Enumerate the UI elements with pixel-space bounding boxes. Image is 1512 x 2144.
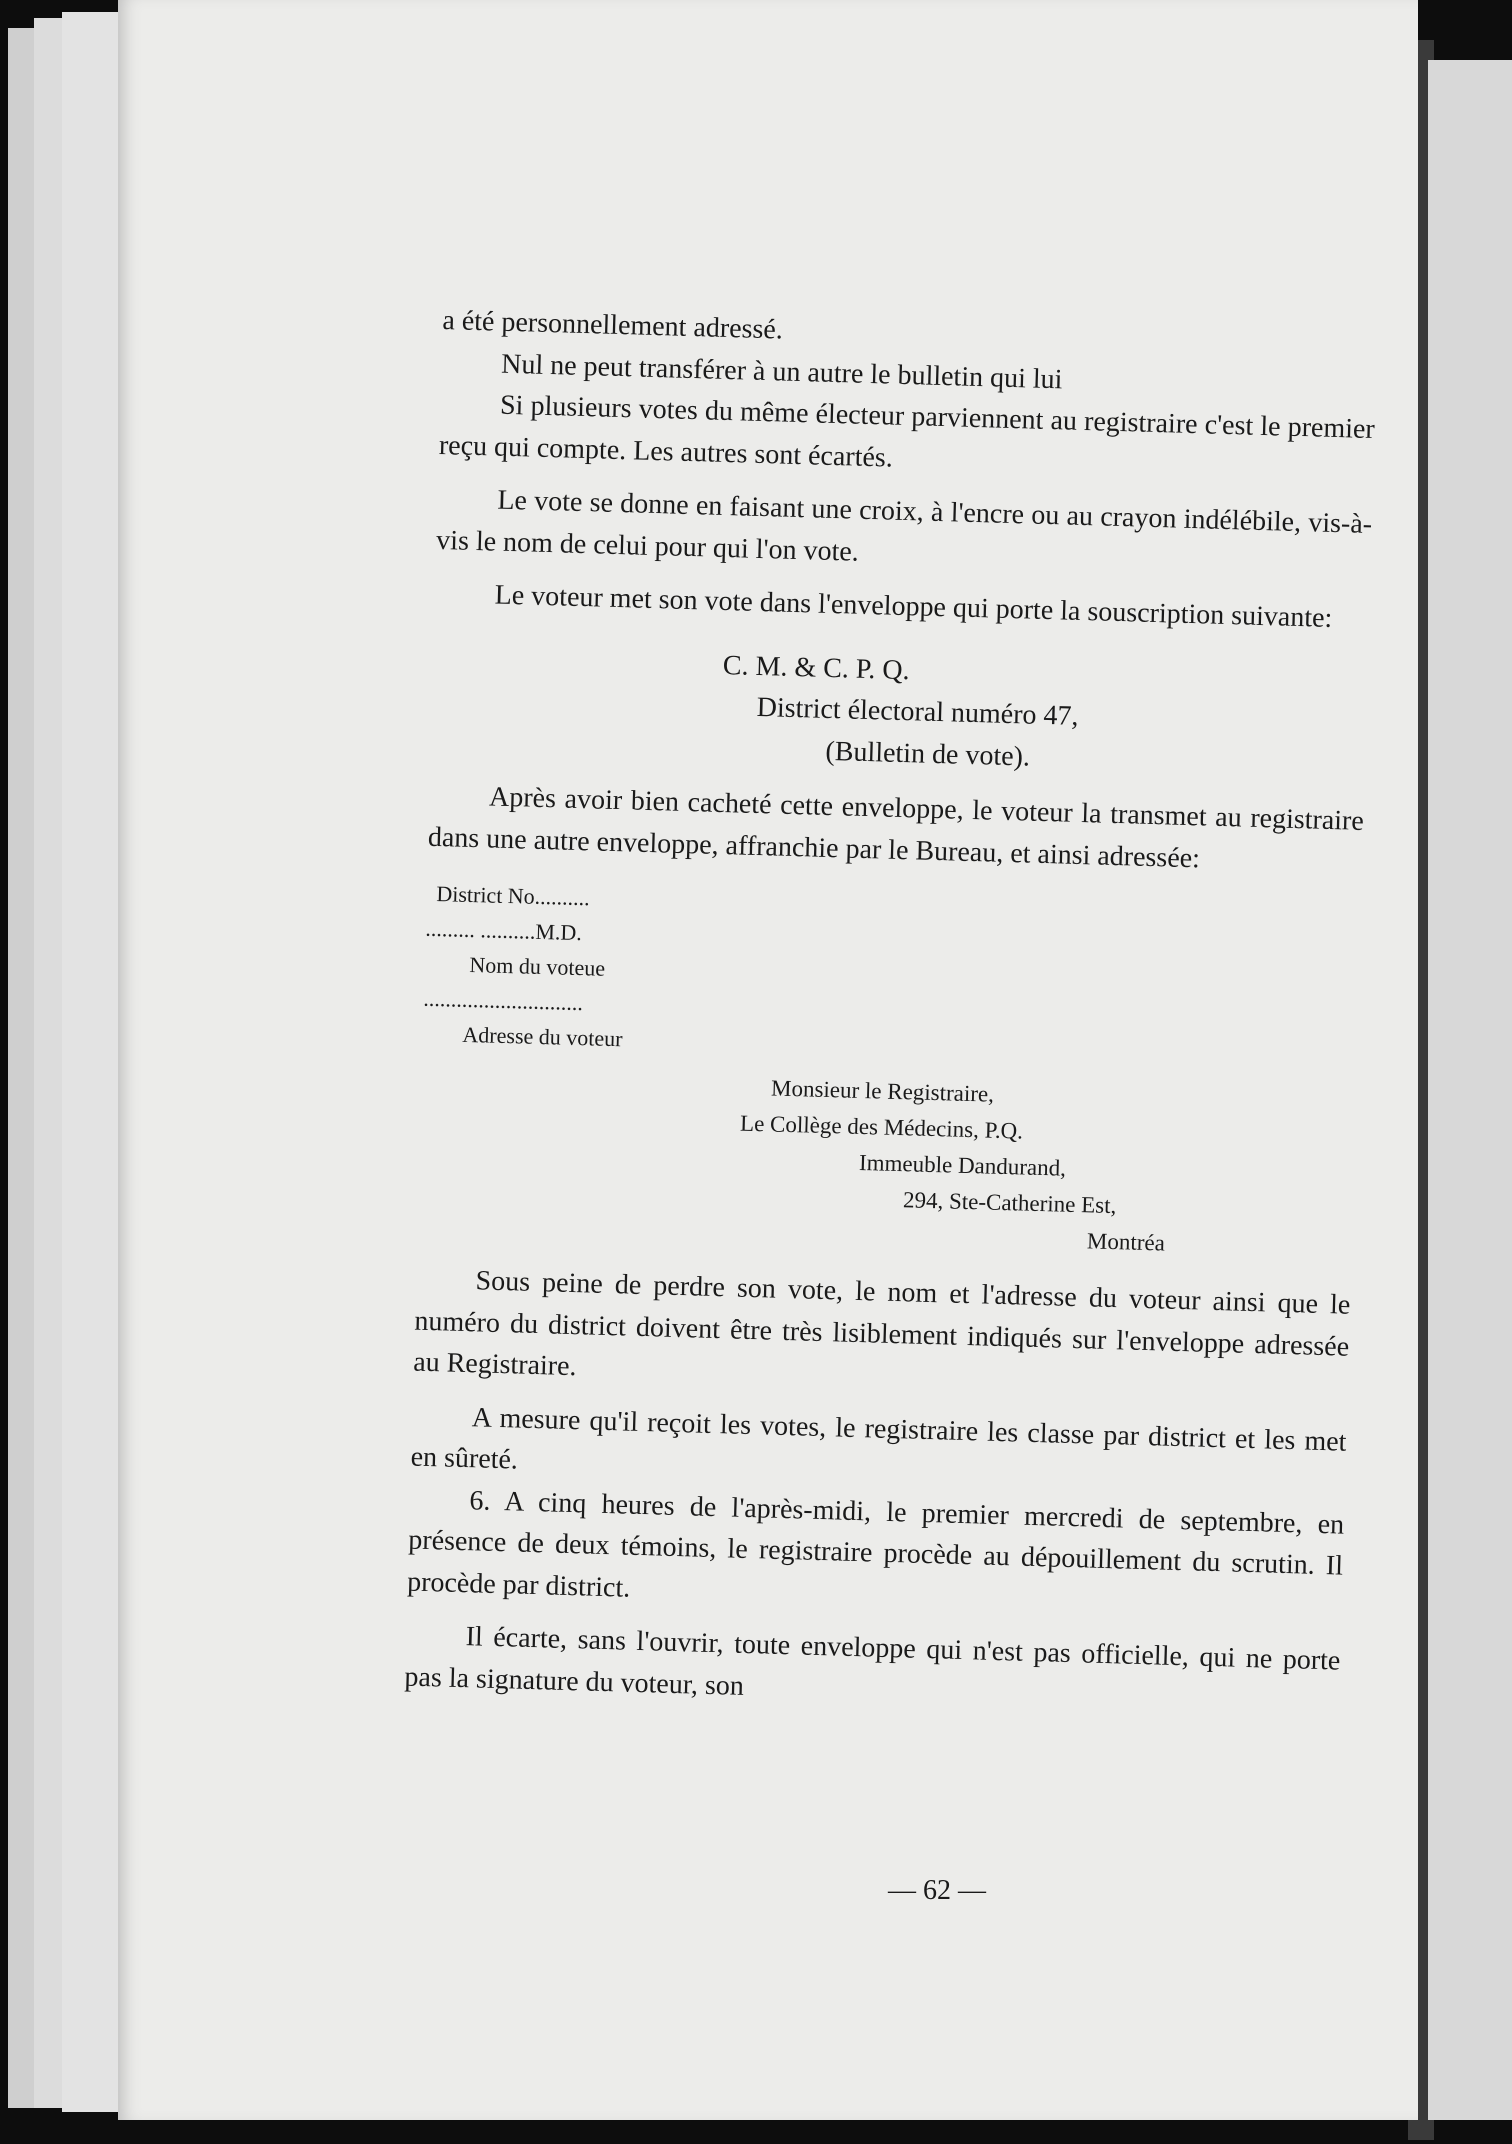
paragraph-7: Sous peine de perdre son vote, le nom et l'adresse du voteur ainsi que le numéro du district doivent être très lisiblement indiqués sur l'enveloppe adressée au Registraire. — [412, 1265, 1351, 1383]
envelope-line-2: District électoral numéro 47, — [756, 691, 1079, 732]
book-page — [118, 0, 1418, 2120]
page-number: — 62 — — [888, 1875, 986, 1906]
address-line-3: Immeuble Dandurand, — [858, 1149, 1067, 1181]
address-line-5: Montréa — [1086, 1228, 1166, 1256]
form-dots: ............................. — [423, 985, 584, 1016]
page-body — [404, 300, 1378, 1724]
form-district: District No.......... — [436, 881, 591, 911]
form-md: ......... ..........M.D. — [425, 915, 583, 946]
paragraph-3: Si plusieurs votes du même électeur parviennent au registraire c'est le premier reçu qui compte. Les autres sont écartés. — [438, 389, 1376, 474]
paragraph-6: Après avoir bien cacheté cette enveloppe, le voteur la transmet au registraire dans une autre enveloppe, affranchie par le Bureau, et ainsi adressée: — [427, 781, 1365, 874]
registrar-address — [417, 1061, 1357, 1267]
address-line-4: 294, Ste-Catherine Est, — [902, 1187, 1117, 1219]
form-name-label: Nom du voteue — [469, 952, 606, 981]
envelope-line-3: (Bulletin de vote). — [825, 735, 1031, 773]
paragraph-8: A mesure qu'il reçoit les votes, le registraire les classe par district et les met en sûreté. — [410, 1401, 1347, 1476]
form-address-label: Adresse du voteur — [462, 1021, 623, 1052]
address-line-2: Le Collège des Médecins, P.Q. — [739, 1110, 1024, 1144]
envelope-inscription — [430, 636, 1368, 787]
paragraph-10: Il écarte, sans l'ouvrir, toute enveloppe qui n'est pas officielle, qui ne porte pas la signature du voteur, son — [404, 1621, 1341, 1702]
paragraph-1: a été personnellement adressé. — [441, 304, 784, 346]
address-line-1: Monsieur le Registraire, — [770, 1075, 995, 1107]
paragraph-5: Le voteur met son vote dans l'enveloppe qui porte la souscription suivante: — [494, 579, 1333, 634]
voter-form — [422, 876, 1362, 1077]
paragraph-2: Nul ne peut transférer à un autre le bulletin qui lui — [500, 348, 1063, 395]
envelope-line-1: C. M. & C. P. Q. — [722, 649, 910, 686]
paragraph-9: 6. A cinq heures de l'après-midi, le premier mercredi de septembre, en présence de deux témoins, le registraire procède au dépouillement du scrutin. Il procède par district. — [406, 1484, 1345, 1604]
paragraph-4: Le vote se donne en faisant une croix, à l'encre ou au crayon indélébile, vis-à-vis le nom de celui pour qui l'on vote. — [435, 484, 1373, 568]
facing-page-edge — [1428, 60, 1512, 2120]
